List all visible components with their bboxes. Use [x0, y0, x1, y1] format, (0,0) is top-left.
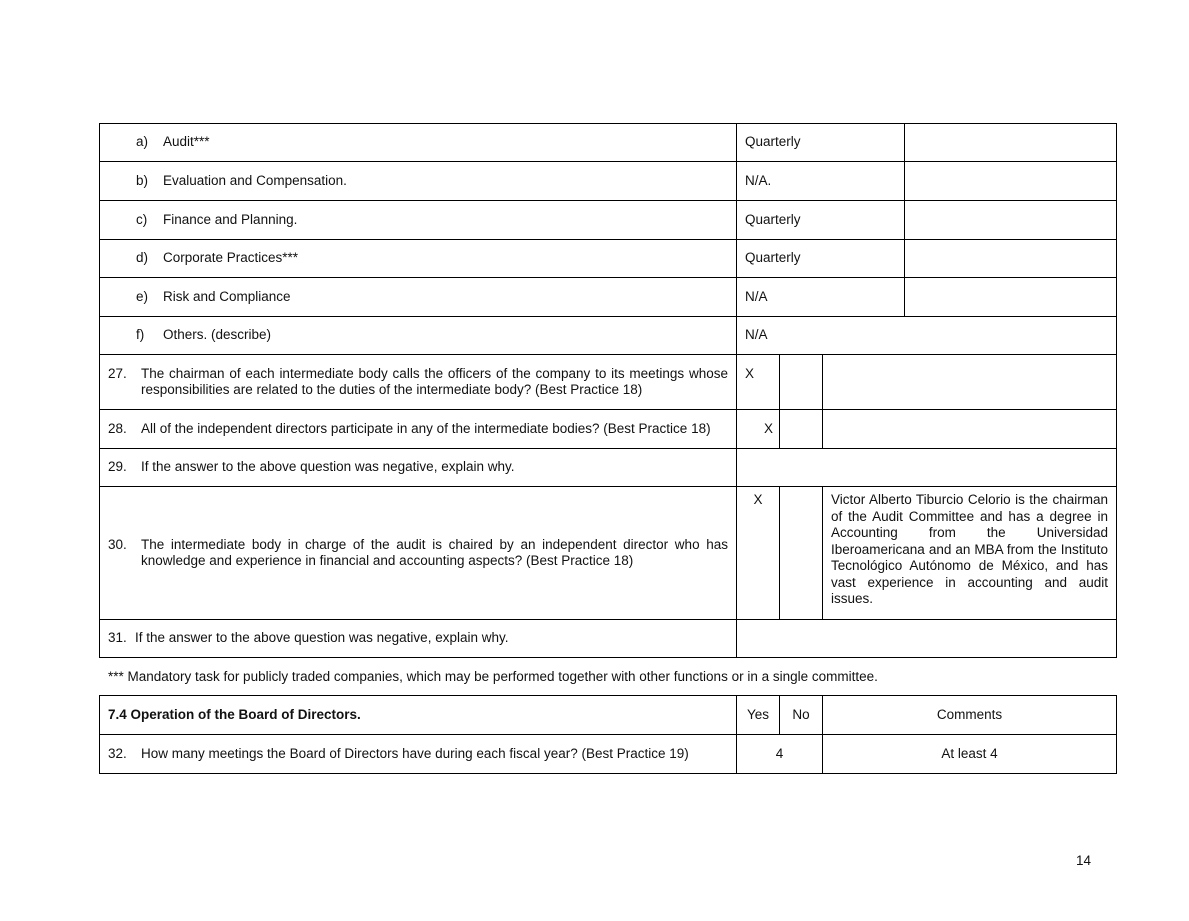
question-text: The chairman of each intermediate body calls the officers of the company to its meetings whose responsibilities are related to the duties of the intermediate body? (Best Practice 18) [141, 365, 728, 397]
question-row-30 [100, 487, 1117, 620]
committee-letter: f) [136, 327, 145, 343]
comment-cell [823, 410, 1117, 449]
committee-notes [905, 162, 1117, 201]
question-row-28 [100, 410, 1117, 449]
committee-row [100, 240, 1117, 278]
committee-letter: c) [136, 211, 148, 227]
comment-cell: At least 4 [823, 735, 1117, 774]
yes-cell [737, 410, 780, 449]
committee-frequency: N/A [737, 278, 905, 317]
question-text: If the answer to the above question was negative, explain why. [135, 630, 509, 646]
no-cell [780, 487, 823, 620]
committee-frequency: N/A. [737, 162, 905, 201]
answer-cell [737, 620, 1117, 658]
committee-frequency: Quarterly [737, 240, 905, 278]
meetings-count: 4 [737, 735, 823, 774]
footnote: *** Mandatory task for publicly traded companies, which may be performed together with other functions or in a single committee. [108, 669, 878, 684]
question-number: 29. [108, 459, 127, 475]
committee-row [100, 278, 1117, 317]
comment-cell: Victor Alberto Tiburcio Celorio is the chairman of the Audit Committee and has a degree in Accounting from the Universidad Iberoamericana and an MBA from the Instituto Tecnológico Autónomo de México, and has vast experience in accounting and audit issues. [823, 487, 1117, 620]
column-header-comments: Comments [823, 696, 1117, 735]
committee-notes [905, 201, 1117, 240]
column-header-yes: Yes [737, 696, 780, 735]
committee-row [100, 162, 1117, 201]
committee-letter: b) [136, 172, 149, 188]
column-header-no: No [780, 696, 823, 735]
question-text: If the answer to the above question was negative, explain why. [141, 459, 515, 475]
committee-frequency: Quarterly [737, 124, 905, 162]
question-number: 32. [108, 745, 127, 761]
page-number: 14 [1076, 853, 1092, 868]
section-header-row [100, 696, 1117, 735]
committee-frequency: Quarterly [737, 201, 905, 240]
committee-row [100, 317, 1117, 355]
no-cell [780, 355, 823, 410]
committee-notes [905, 240, 1117, 278]
section-title: 7.4 Operation of the Board of Directors. [100, 696, 737, 735]
committee-name: Audit*** [163, 134, 210, 150]
question-number: 31. [108, 630, 127, 646]
committee-row [100, 201, 1117, 240]
no-cell [780, 410, 823, 449]
committee-name: Others. (describe) [163, 327, 272, 343]
committee-name: Finance and Planning. [163, 211, 298, 227]
question-number: 27. [108, 365, 127, 381]
comment-cell [823, 355, 1117, 410]
question-row-29 [100, 449, 1117, 487]
answer-cell [737, 449, 1117, 487]
yes-cell: X [737, 487, 780, 620]
board-operation-table [99, 695, 1117, 774]
question-text: The intermediate body in charge of the audit is chaired by an independent director who has knowledge and experience in financial and accounting aspects? (Best Practice 18) [141, 536, 728, 568]
question-row-31 [100, 620, 1117, 658]
committee-letter: a) [136, 134, 149, 150]
question-row-32 [100, 735, 1117, 774]
committee-letter: e) [136, 288, 149, 304]
committees-table [99, 123, 1117, 658]
question-row-27 [100, 355, 1117, 410]
committee-name: Risk and Compliance [163, 288, 291, 304]
yes-cell: X [737, 355, 780, 410]
committee-notes [905, 278, 1117, 317]
committee-row [100, 124, 1117, 162]
committee-name: Evaluation and Compensation. [163, 172, 347, 188]
question-text: How many meetings the Board of Directors have during each fiscal year? (Best Practice 19) [141, 745, 689, 761]
no-mark: X [764, 420, 774, 436]
question-number: 30. [108, 536, 127, 552]
committee-frequency: N/A [737, 317, 1117, 355]
committee-letter: d) [136, 250, 149, 266]
committee-notes [905, 124, 1117, 162]
question-number: 28. [108, 420, 127, 436]
committee-name: Corporate Practices*** [163, 250, 299, 266]
question-text: All of the independent directors participate in any of the intermediate bodies? (Best Practice 18) [141, 420, 711, 436]
